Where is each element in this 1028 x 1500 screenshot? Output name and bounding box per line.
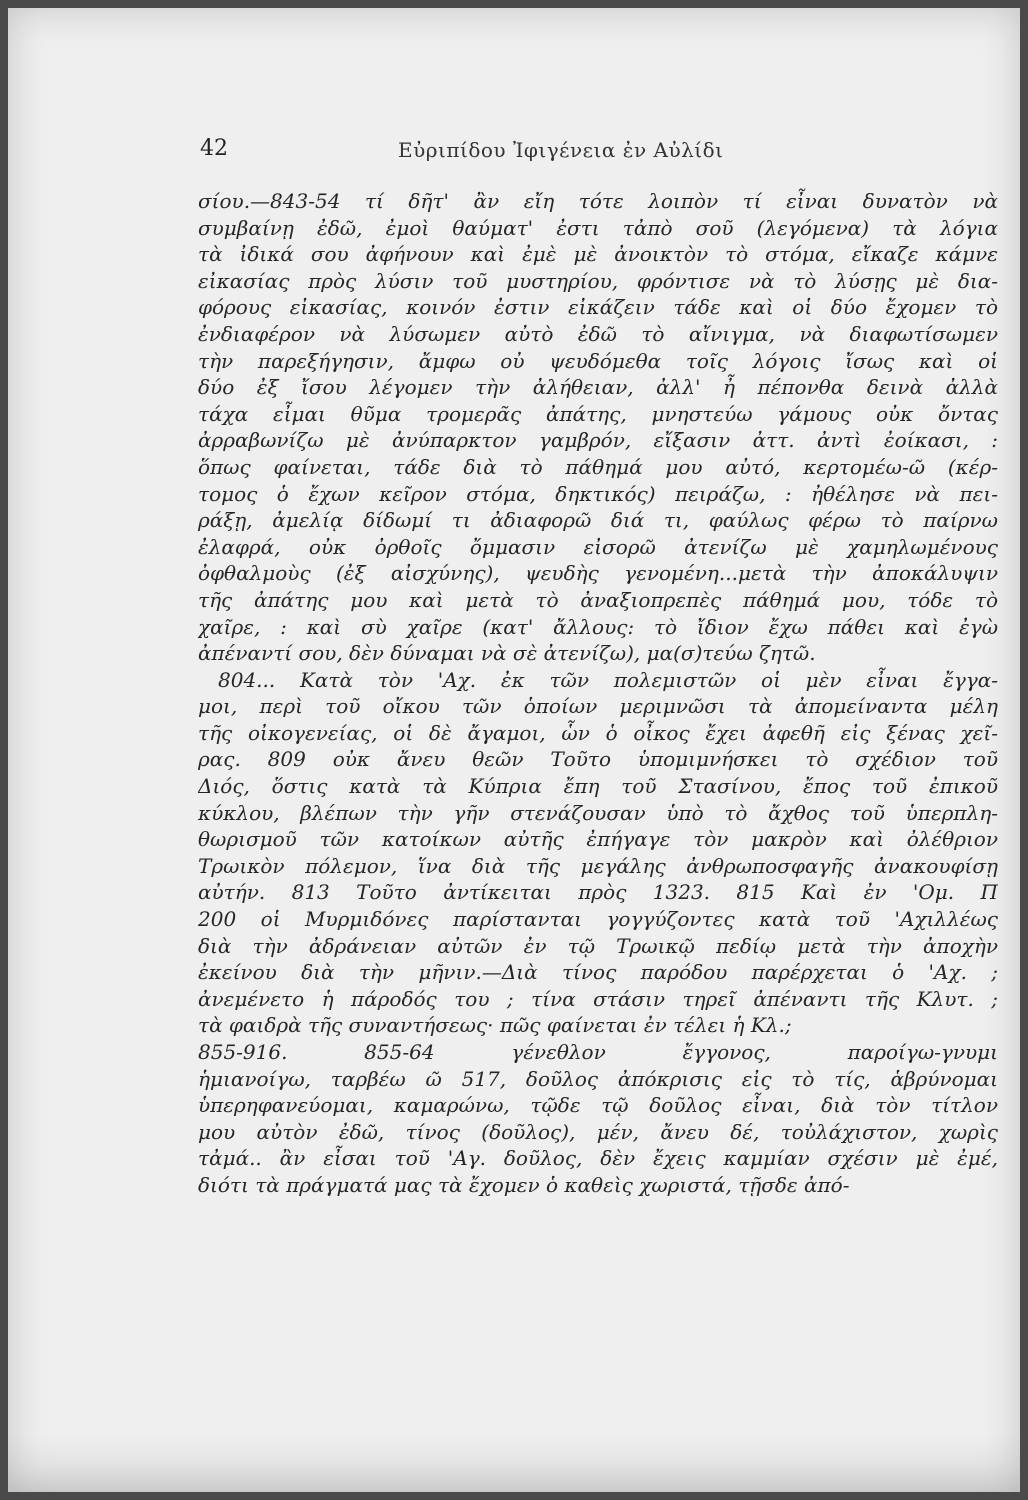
text-line: Τρωικὸν πόλεμον, ἵνα διὰ τῆς μεγάλης ἀνθρωποσφαγῆς ἀνακουφίσῃ <box>198 853 998 878</box>
text-line: ἐνδιαφέρον νὰ λύσωμεν αὐτὸ ἐδῶ τὸ αἴνιγμα, νὰ διαφωτίσωμεν <box>198 321 998 346</box>
text-line: διὰ τὴν ἀδράνειαν αὐτῶν ἐν τῷ Τρωικῷ πεδίῳ μετὰ τὴν ἀποχὴν <box>198 933 998 958</box>
text-line: εἰκασίας πρὸς λύσιν τοῦ μυστηρίου, φρόντισε νὰ τὸ λύσῃς μὲ δια- <box>198 268 998 293</box>
text-line: Διός, ὅστις κατὰ τὰ Κύπρια ἔπη τοῦ Στασίνου, ἔπος τοῦ ἐπικοῦ <box>198 774 998 799</box>
running-title: Εὐριπίδου Ἰφιγένεια ἐν Αὐλίδι <box>398 138 724 162</box>
text-line: σίου.—843-54 τί δῆτ' ἂν εἴη τότε λοιπὸν τί εἶναι δυνατὸν νὰ <box>198 189 998 213</box>
text-line: ρας. 809 οὐκ ἄνευ θεῶν Τοῦτο ὑπομιμνήσκει τὸ σχέδιον τοῦ <box>198 747 998 772</box>
text-line: τἀμά.. ἂν εἶσαι τοῦ 'Αγ. δοῦλος, δὲν ἔχεις καμμίαν σχέσιν μὲ ἐμέ, <box>198 1146 998 1171</box>
text-line: ἀρραβωνίζω μὲ ἀνύπαρκτον γαμβρόν, εἴξασιν ἀττ. ἀντὶ ἐοίκασι, : <box>198 428 998 453</box>
text-line: τομος ὁ ἔχων κεῖρον στόμα, δηκτικός) πειράζω, : ἠθέλησε νὰ πει- <box>198 481 998 506</box>
text-line: τὴν παρεξήγησιν, ἄμφω οὐ ψευδόμεθα τοῖς λόγοις ἴσως καὶ οἱ <box>198 348 998 373</box>
text-line: ὑπερηφανεύομαι, καμαρώνω, τῷδε τῷ δοῦλος εἶναι, διὰ τὸν τίτλον <box>198 1093 998 1118</box>
text-line: διότι τὰ πράγματά μας τὰ ἔχομεν ὁ καθεὶς χωριστά, τῇσδε ἀπό- <box>198 1172 850 1197</box>
text-line: 200 οἱ Μυρμιδόνες παρίστανται γογγύζοντες κατὰ τοῦ 'Αχιλλέως <box>198 907 998 932</box>
text-line: χαῖρε, : καὶ σὺ χαῖρε (κατ' ἄλλους: τὸ ἴδιον ἔχω πάθει καὶ ἐγὼ <box>198 614 998 639</box>
text-line: 804... Κατὰ τὸν 'Αχ. ἐκ τῶν πολεμιστῶν οἱ μὲν εἶναι ἔγγα- <box>218 667 998 692</box>
text-line: ἀπέναντί σου, δὲν δύναμαι νὰ σὲ ἀτενίζω), μα(σ)τεύω ζητῶ. <box>198 641 816 666</box>
text-line: τῆς οἰκογενείας, οἱ δὲ ἄγαμοι, ὧν ὁ οἶκος ἔχει ἀφεθῆ εἰς ξένας χεῖ- <box>198 720 998 745</box>
commentary-text <box>198 188 998 1199</box>
text-line: μοι, περὶ τοῦ οἴκου τῶν ὁποίων μεριμνῶσι τὰ ἀπομείναντα μέλη <box>198 694 998 719</box>
text-line: κύκλου, βλέπων τὴν γῆν στενάζουσαν ὑπὸ τὸ ἄχθος τοῦ ὑπερπλη- <box>198 800 998 825</box>
text-line: ἀνεμένετο ἡ πάροδός του ; τίνα στάσιν τηρεῖ ἀπέναντι τῆς Κλυτ. ; <box>198 986 998 1011</box>
text-line: δύο ἐξ ἴσου λέγομεν τὴν ἀλήθειαν, ἀλλ' ἦ πέπονθα δεινὰ ἀλλὰ <box>198 375 998 400</box>
page-shadow <box>8 1432 1020 1492</box>
text-line: φόρους εἰκασίας, κοινόν ἐστιν εἰκάζειν τάδε καὶ οἱ δύο ἔχομεν τὸ <box>198 295 998 320</box>
text-line: 855-916. 855-64 γένεθλον ἔγγονος, παροίγω-γνυμι <box>198 1040 998 1064</box>
text-line: τάχα εἶμαι θῦμα τρομερᾶς ἀπάτης, μνηστεύω γάμους οὐκ ὄντας <box>198 401 998 426</box>
text-line: συμβαίνῃ ἐδῶ, ἐμοὶ θαύματ' ἐστι τἀπὸ σοῦ (λεγόμενα) τὰ λόγια <box>198 215 998 240</box>
text-line: ὅπως φαίνεται, τάδε διὰ τὸ πάθημά μου αὐτό, κερτομέω-ῶ (κέρ- <box>198 454 998 479</box>
text-line: αὐτήν. 813 Τοῦτο ἀντίκειται πρὸς 1323. 815 Καὶ ἐν 'Ομ. Π <box>198 880 998 905</box>
text-line: ἐλαφρά, οὐκ ὀρθοῖς ὄμμασιν εἰσορῶ ἀτενίζω μὲ χαμηλωμένους <box>198 534 998 559</box>
text-line: τῆς ἀπάτης μου καὶ μετὰ τὸ ἀναξιοπρεπὲς πάθημά μου, τόδε τὸ <box>198 587 998 612</box>
book-page <box>8 8 1020 1492</box>
text-line: ράξῃ, ἀμελίᾳ δίδωμί τι ἀδιαφορῶ διά τι, φαύλως φέρω τὸ παίρνω <box>198 508 998 533</box>
page-header <box>8 136 1020 166</box>
text-line: ἡμιανοίγω, ταρβέω ῶ 517, δοῦλος ἀπόκρισις εἰς τὸ τίς, ἁβρύνομαι <box>198 1066 998 1091</box>
page-number: 42 <box>200 136 228 161</box>
text-line: ἐκείνου διὰ τὴν μῆνιν.—Διὰ τίνος παρόδου παρέρχεται ὁ 'Αχ. ; <box>198 960 998 985</box>
text-line: ὀφθαλμοὺς (ἐξ αἰσχύνης), ψευδὴς γενομένη...μετὰ τὴν ἀποκάλυψιν <box>198 561 998 586</box>
text-line: μου αὐτὸν ἐδῶ, τίνος (δοῦλος), μέν, ἄνευ δέ, τοὐλάχιστον, χωρὶς <box>198 1119 998 1144</box>
text-line: τὰ φαιδρὰ τῆς συναντήσεως· πῶς φαίνεται ἐν τέλει ἡ Κλ.; <box>198 1013 792 1038</box>
text-line: τὰ ἰδικά σου ἀφήνουν καὶ ἐμὲ μὲ ἀνοικτὸν τὸ στόμα, εἴκαζε κάμνε <box>198 242 998 267</box>
text-line: θωρισμοῦ τῶν κατοίκων αὐτῆς ἐπήγαγε τὸν μακρὸν καὶ ὀλέθριον <box>198 827 998 852</box>
